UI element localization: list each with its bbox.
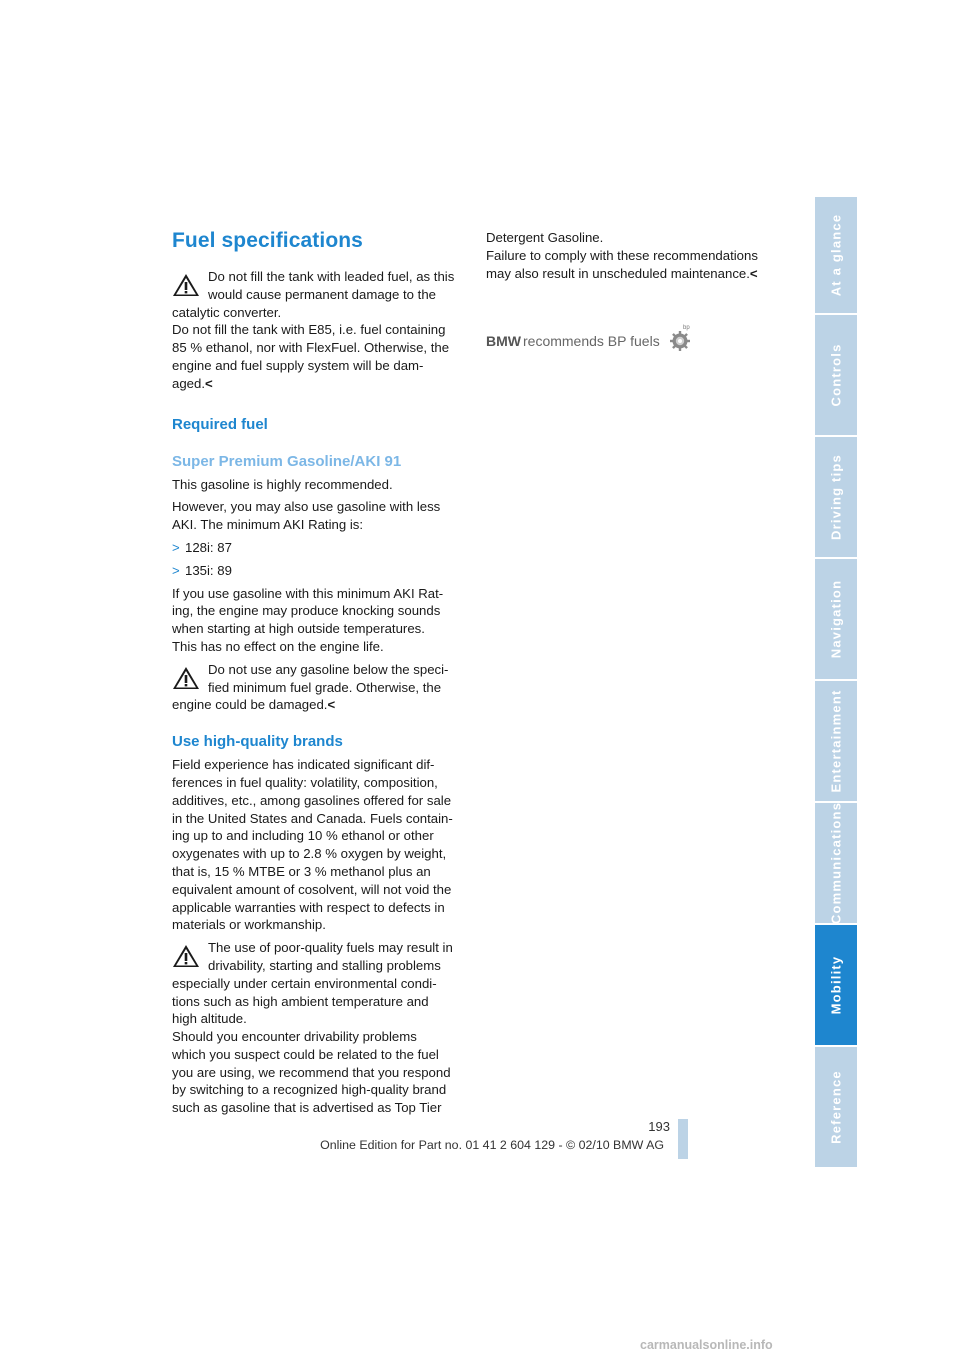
list-item-text: 128i: 87 (185, 539, 232, 555)
chapter-tabs (815, 197, 857, 1169)
tab-label: Mobility (828, 955, 844, 1015)
paragraph-line: additives, etc., among gasolines offered for sale (172, 792, 452, 808)
note-line: especially under certain environmental condi- (172, 975, 437, 991)
note-line: engine and fuel supply system will be dam- (172, 357, 424, 373)
bmw-recommends-bp-logo (486, 320, 726, 354)
paragraph-line: oxygenates with up to 2.8 % oxygen by weight, (172, 846, 447, 862)
continuation-line: Detergent Gasoline. (486, 230, 604, 245)
paragraph-line: ing, the engine may produce knocking sounds (172, 603, 441, 619)
subheading-super-premium: Super Premium Gasoline/AKI 91 (172, 452, 402, 470)
paragraph-recommended: This gasoline is highly recommended. (172, 476, 393, 492)
note-line: drivability, starting and stalling problems (208, 957, 441, 973)
aki-rating-list (172, 539, 464, 580)
paragraph-line: AKI. The minimum AKI Rating is: (172, 517, 364, 533)
warning-triangle-icon (172, 273, 200, 297)
list-item (172, 539, 464, 557)
watermark: carmanualsonline.info (640, 1338, 773, 1352)
paragraph-line: that is, 15 % MTBE or 3 % methanol plus an (172, 863, 431, 879)
paragraph-minimum-aki (172, 585, 464, 656)
end-mark: < (205, 375, 213, 391)
tab-label: Entertainment (828, 689, 844, 793)
note-line: Do not fill the tank with E85, i.e. fuel containing (172, 322, 446, 338)
paragraph-line: If you use gasoline with this minimum AKI Rat- (172, 585, 444, 601)
paragraph-field-experience (172, 756, 464, 934)
paragraph-line: equivalent amount of cosolvent, will not void the (172, 881, 452, 897)
section-heading-required-fuel: Required fuel (172, 415, 268, 433)
note-line: Do not fill the tank with leaded fuel, as this (208, 269, 455, 284)
tab-entertainment[interactable] (815, 681, 857, 803)
logo-text: recommends BP fuels (523, 333, 660, 349)
note-line: 85 % ethanol, nor with FlexFuel. Otherwise, the (172, 340, 450, 356)
right-column (486, 229, 781, 282)
note-line: Should you encounter drivability problems (172, 1029, 417, 1045)
bp-helios-icon (670, 331, 690, 351)
end-mark: < (749, 265, 758, 281)
edition-footer: Online Edition for Part no. 01 41 2 604 129 - © 02/10 BMW AG (320, 1138, 664, 1152)
tab-navigation[interactable] (815, 559, 857, 681)
tab-label: Communications (828, 801, 844, 925)
paragraph-line: materials or workmanship. (172, 917, 326, 933)
bullet-mark: > (172, 562, 180, 578)
tab-label: Controls (828, 343, 844, 407)
note-line: Do not use any gasoline below the speci- (208, 661, 449, 677)
note-line-last (172, 375, 464, 393)
paragraph-line: ferences in fuel quality: volatility, composition, (172, 774, 438, 790)
warning-note-minimum-grade (172, 661, 464, 714)
tab-communications[interactable] (815, 803, 857, 925)
warning-note-leaded-fuel (172, 268, 464, 393)
paragraph-line: This has no effect on the engine life. (172, 638, 384, 654)
warning-note-poor-quality (172, 939, 464, 1117)
note-line: such as gasoline that is advertised as Top Tier (172, 1100, 442, 1116)
tab-driving-tips[interactable] (815, 437, 857, 559)
note-line: which you suspect could be related to the fuel (172, 1046, 439, 1062)
paragraph-line: when starting at high outside temperatures. (172, 621, 425, 637)
continuation-line: Failure to comply with these recommendations (486, 247, 758, 263)
page-title: Fuel specifications (172, 229, 363, 252)
note-line: you are using, we recommend that you respond (172, 1064, 451, 1080)
list-item-text: 135i: 89 (185, 562, 232, 578)
note-line: would cause permanent damage to the (208, 286, 436, 302)
section-heading-high-quality: Use high-quality brands (172, 733, 343, 751)
continuation-text: may also result in unscheduled maintenance. (486, 265, 750, 281)
logo-bp: bp (683, 325, 690, 331)
note-text: engine could be damaged. (172, 697, 328, 713)
left-column (172, 228, 464, 1117)
paragraph-line: Field experience has indicated significant dif- (172, 757, 435, 773)
note-line: tions such as high ambient temperature and (172, 993, 429, 1009)
note-line: The use of poor-quality fuels may result in (208, 940, 453, 956)
end-mark: < (327, 697, 336, 713)
note-line: by switching to a recognized high-quality brand (172, 1082, 447, 1098)
tab-label: Navigation (828, 579, 844, 659)
footer-accent-bar (678, 1119, 688, 1159)
tab-mobility[interactable] (815, 925, 857, 1047)
bullet-mark: > (172, 539, 180, 555)
continuation-line-last (486, 265, 781, 283)
tab-controls[interactable] (815, 315, 857, 437)
tab-at-a-glance[interactable] (815, 197, 857, 315)
note-line: high altitude. (172, 1011, 247, 1027)
note-line-last (172, 696, 464, 714)
tab-label: At a glance (828, 213, 844, 297)
paragraph-line: applicable warranties with respect to defects in (172, 899, 445, 915)
paragraph-line: in the United States and Canada. Fuels contain- (172, 810, 453, 826)
tab-label: Driving tips (828, 454, 844, 540)
logo-brand: BMW (486, 333, 521, 349)
tab-reference[interactable] (815, 1047, 857, 1169)
note-line: catalytic converter. (172, 304, 282, 320)
paragraph-however (172, 498, 464, 534)
warning-triangle-icon (172, 944, 200, 968)
page-number: 193 (648, 1119, 670, 1134)
note-text: aged. (172, 375, 206, 391)
paragraph-line: ing up to and including 10 % ethanol or other (172, 828, 434, 844)
note-line: fied minimum fuel grade. Otherwise, the (208, 679, 442, 695)
list-item (172, 562, 464, 580)
paragraph-line: However, you may also use gasoline with less (172, 499, 441, 515)
warning-triangle-icon (172, 666, 200, 690)
tab-label: Reference (828, 1070, 844, 1144)
